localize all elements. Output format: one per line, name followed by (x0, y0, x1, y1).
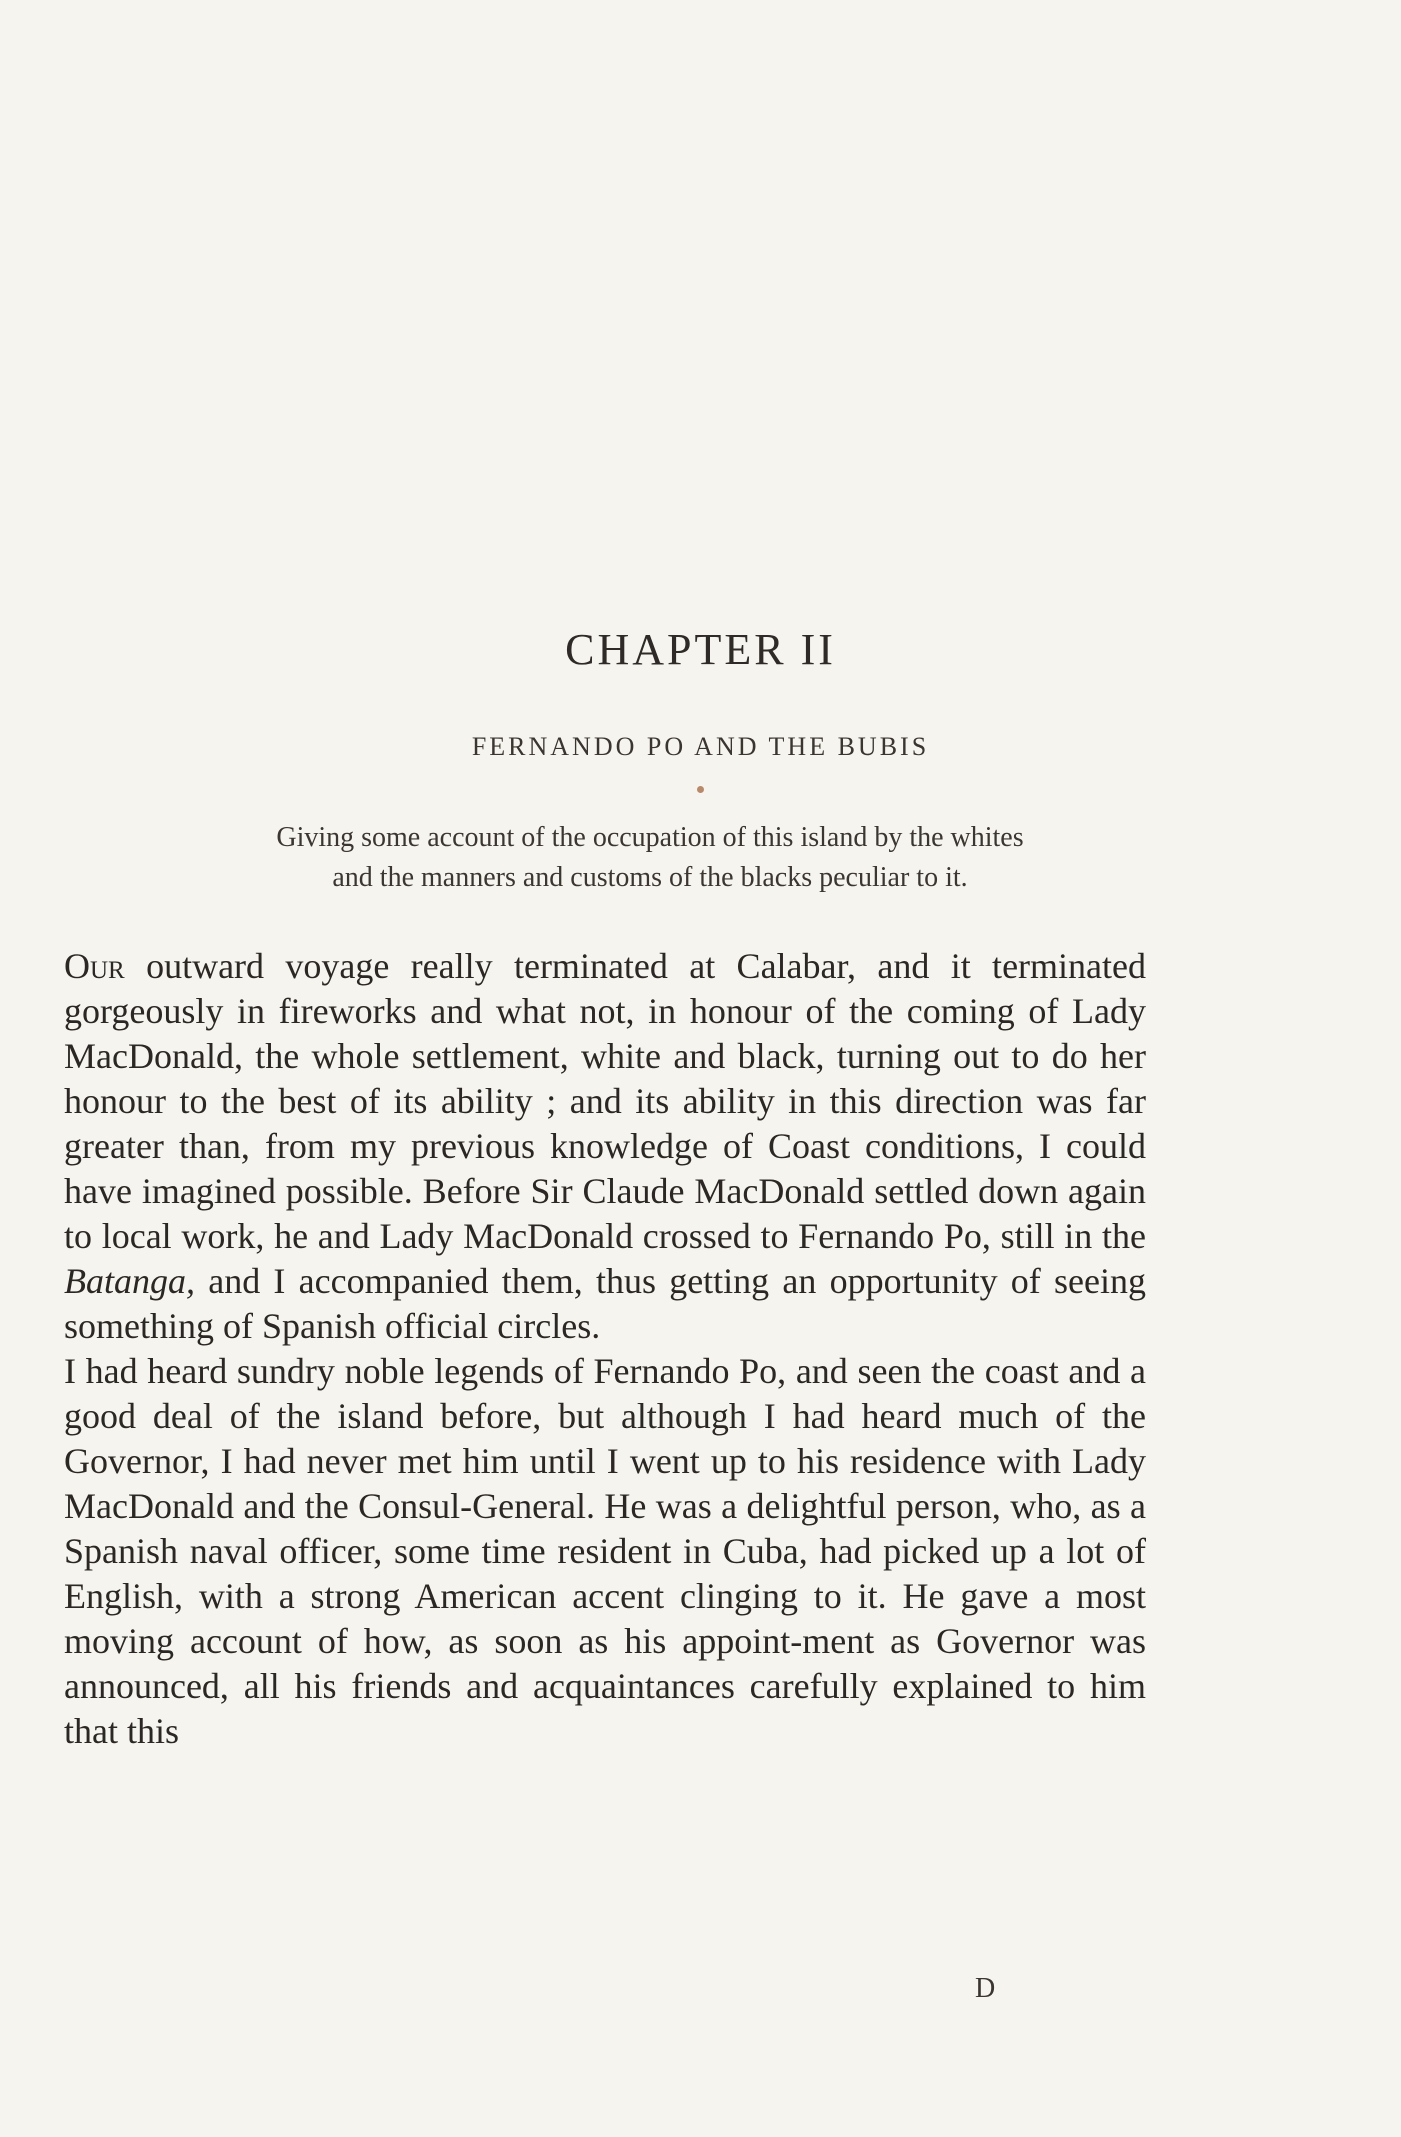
chapter-title: CHAPTER II (565, 625, 836, 674)
opening-small-caps: Our (64, 946, 125, 986)
ornament-dot (697, 786, 704, 793)
chapter-summary-line: and the manners and customs of the blacks peculiar to it. (332, 862, 968, 893)
body-text (64, 944, 1146, 1754)
paragraph-text: outward voyage really terminated at Calabar, and it terminated gorgeously in fireworks and what not, in honour of the coming of Lady MacDonald, the whole settlement, white and black, turning out to do her honour to the best of its ability ; and its ability in this direction was far greater than, from my previous knowledge of Coast conditions, I could have imagined possible. Before Sir Claude MacDonald settled down again to local work, he and Lady MacDonald crossed to Fernando Po, still in the (64, 946, 1146, 1256)
chapter-summary-line: Giving some account of the occupation of this island by the whites (276, 822, 1024, 853)
signature-mark: D (975, 1973, 996, 2004)
paragraph-text: I had heard sundry noble legends of Fernando Po, and seen the coast and a good deal of the island before, but although I had heard much of the Governor, I had never met him until I went up to his residence with Lady MacDonald and the Consul-General. He was a delightful person, who, as a Spanish naval officer, some time resident in Cuba, had picked up a lot of English, with a strong American accent clinging to it. He gave a most moving account of how, as soon as his appoint-ment as Governor was announced, all his friends and acquaintances carefully explained to him that this (64, 1351, 1146, 1751)
paragraph (64, 1349, 1146, 1754)
paragraph-text: and I accompanied them, thus getting an opportunity of seeing something of Spanish official circles. (64, 1261, 1146, 1346)
ship-name: Batanga, (64, 1261, 195, 1301)
paragraph (64, 944, 1146, 1349)
chapter-summary (140, 818, 1160, 898)
chapter-subtitle: FERNANDO PO AND THE BUBIS (471, 732, 930, 761)
